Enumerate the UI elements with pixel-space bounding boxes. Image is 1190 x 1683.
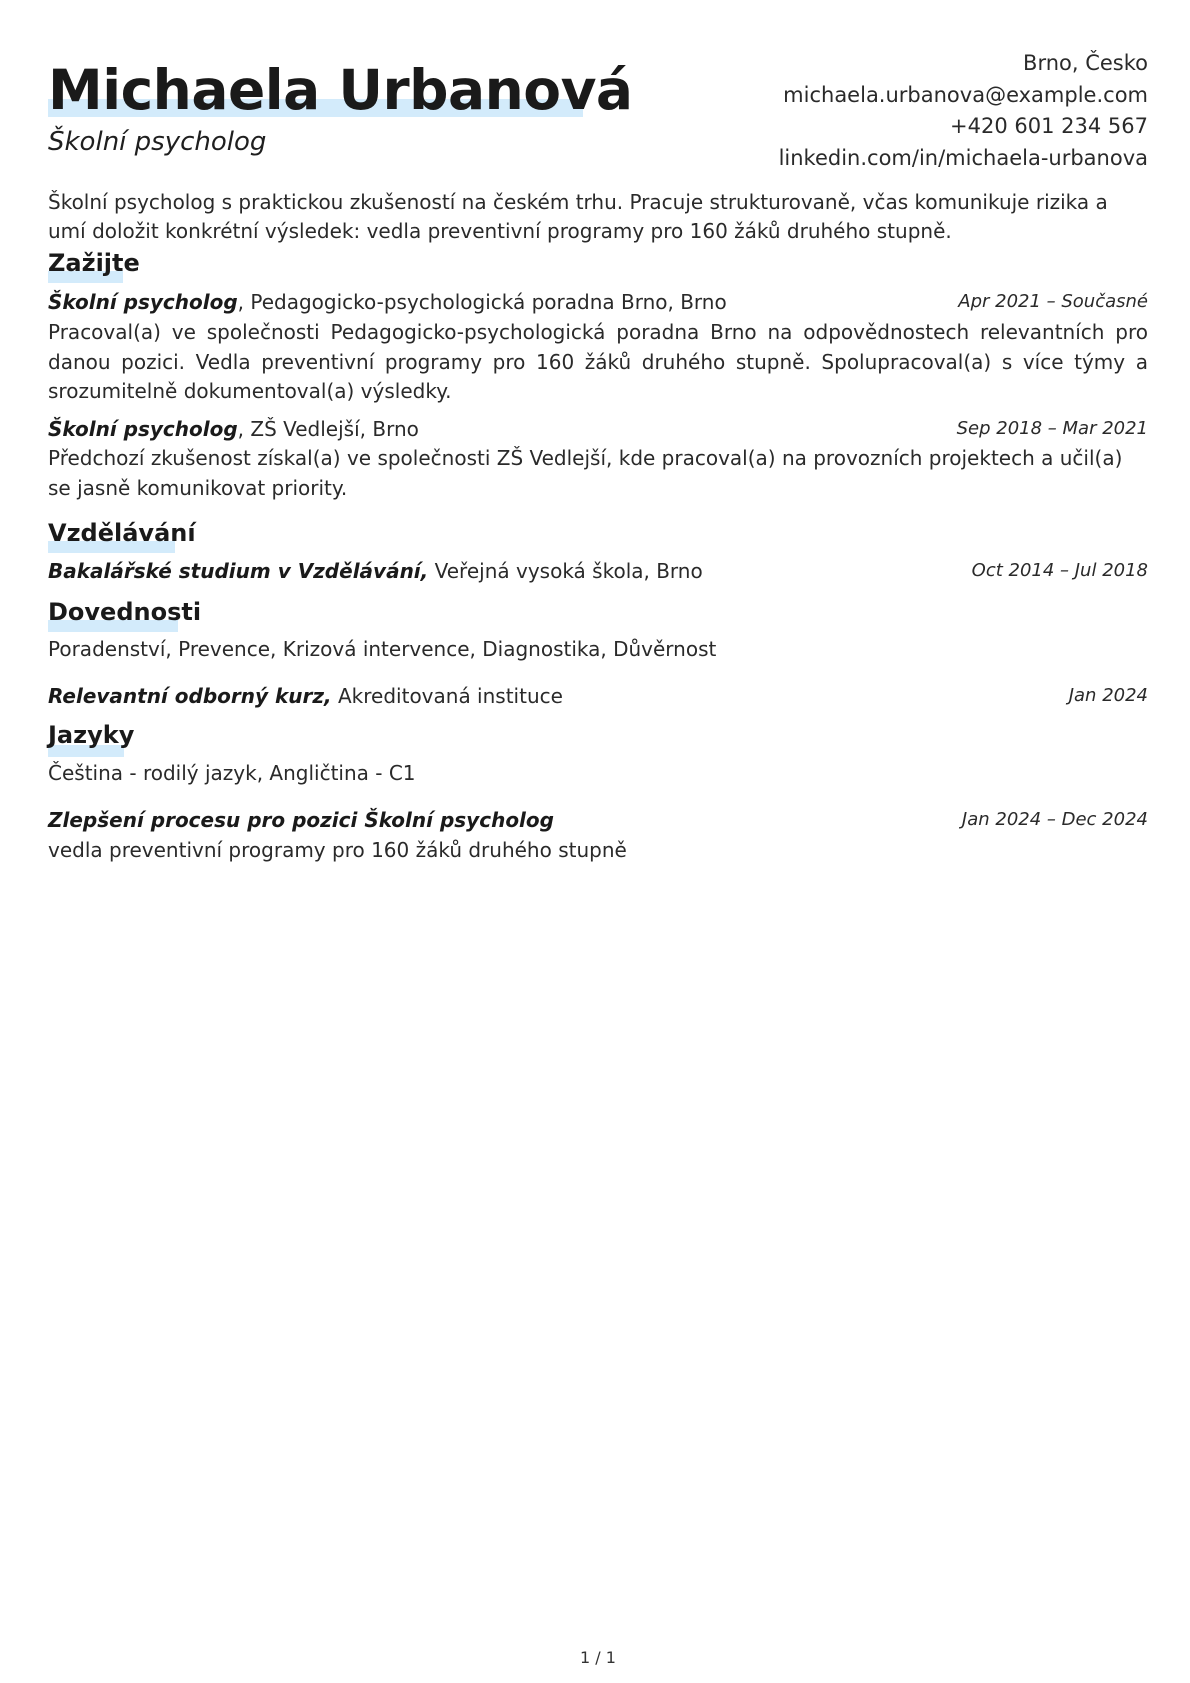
experience-item-1-date: Apr 2021 – Současné xyxy=(958,291,1148,312)
languages-heading: Jazyky xyxy=(48,721,135,749)
education-item-1-header xyxy=(48,557,1148,585)
contact-linkedin[interactable]: linkedin.com/in/michaela-urbanova xyxy=(778,145,1148,170)
experience-item-1-description: Pracoval(a) ve společnosti Pedagogicko-psychologická poradna Brno na odpovědnostech relevantních pro danou pozici. Vedla preventivní programy pro 160 žáků druhého stupně. Spolupracoval(a) s více týmy a srozumitelně dokumentoval(a) výsledky. xyxy=(48,320,1148,403)
education-item-1-school: Veřejná vysoká škola, Brno xyxy=(428,559,703,583)
experience-item-2-role: Školní psycholog xyxy=(48,417,238,441)
resume-header xyxy=(48,0,1148,180)
course-date: Jan 2024 xyxy=(1068,685,1148,706)
experience-heading: Zažijte xyxy=(48,249,140,277)
contact-location: Brno, Česko xyxy=(1023,51,1148,75)
project-header xyxy=(48,806,1148,834)
contact-email[interactable]: michaela.urbanova@example.com xyxy=(783,82,1148,107)
experience-item-1-org: , Pedagogicko-psychologická poradna Brno, Brno xyxy=(237,290,727,314)
resume-page xyxy=(48,0,1148,1683)
project-name: Zlepšení procesu pro pozici Školní psycholog xyxy=(48,808,554,832)
candidate-title: Školní psycholog xyxy=(48,127,267,157)
contact-phone[interactable]: +420 601 234 567 xyxy=(950,114,1148,138)
project-date: Jan 2024 – Dec 2024 xyxy=(961,809,1148,830)
skills-list: Poradenství, Prevence, Krizová intervence, Diagnostika, Důvěrnost xyxy=(48,637,717,661)
course-name: Relevantní odborný kurz, xyxy=(48,684,332,708)
experience-item-2-header xyxy=(48,415,1148,443)
course-header xyxy=(48,682,1148,710)
experience-item-1-header xyxy=(48,288,1148,316)
candidate-name: Michaela Urbanová xyxy=(48,58,633,122)
page-number: 1 / 1 xyxy=(580,1648,616,1667)
course-institution: Akreditovaná instituce xyxy=(331,684,563,708)
experience-item-2-org: , ZŠ Vedlejší, Brno xyxy=(237,417,419,441)
project-description: vedla preventivní programy pro 160 žáků druhého stupně xyxy=(48,838,627,862)
experience-item-2-date: Sep 2018 – Mar 2021 xyxy=(956,418,1148,439)
education-item-1-degree: Bakalářské studium v Vzdělávání, xyxy=(48,559,429,583)
experience-item-1-role: Školní psycholog xyxy=(48,290,238,314)
contact-info xyxy=(779,48,1148,174)
skills-heading: Dovednosti xyxy=(48,598,202,626)
languages-list: Čeština - rodilý jazyk, Angličtina - C1 xyxy=(48,761,416,785)
education-heading: Vzdělávání xyxy=(48,519,196,547)
education-item-1-date: Oct 2014 – Jul 2018 xyxy=(971,560,1148,581)
profile-summary: Školní psycholog s praktickou zkušeností na českém trhu. Pracuje strukturovaně, včas komunikuje rizika a umí doložit konkrétní výsledek: vedla preventivní programy pro 160 žáků druhého stupně. xyxy=(48,190,1108,243)
experience-item-2-description: Předchozí zkušenost získal(a) ve společnosti ZŠ Vedlejší, kde pracoval(a) na provozních projektech a učil(a) se jasně komunikovat priority. xyxy=(48,446,1123,500)
